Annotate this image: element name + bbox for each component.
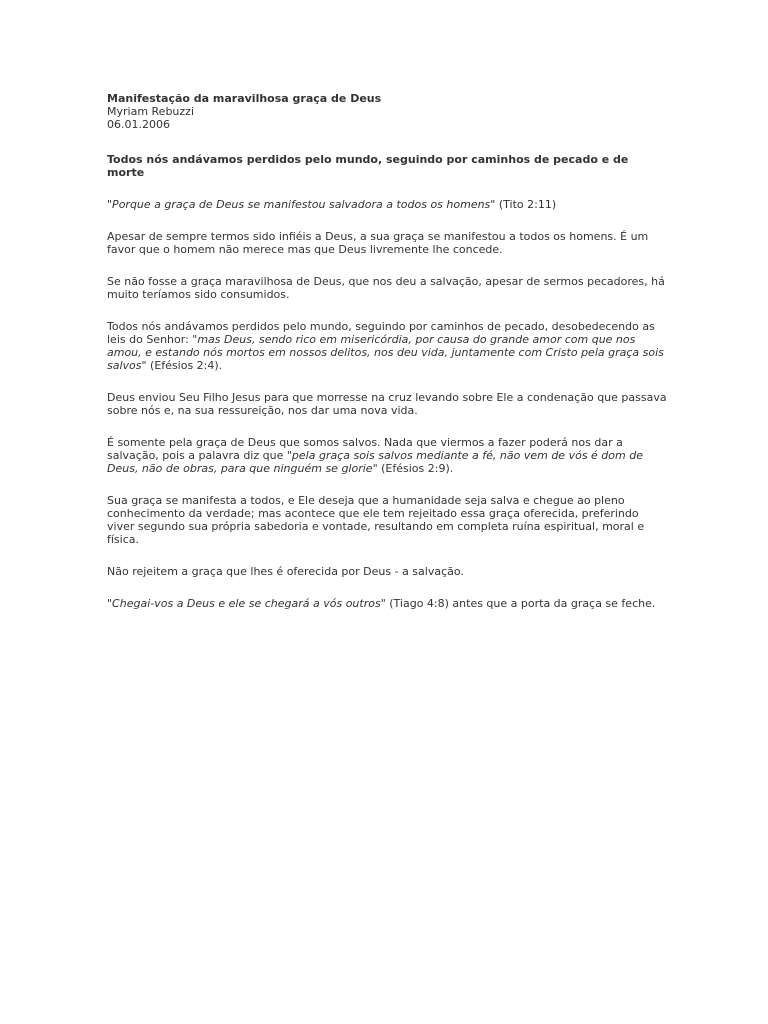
paragraph-8: Não rejeitem a graça que lhes é oferecida por Deus - a salvação. xyxy=(107,565,464,578)
scripture-reference: (Tiago 4:8) antes que a porta da graça se feche. xyxy=(385,597,656,610)
paragraph-5: Deus enviou Seu Filho Jesus para que morresse na cruz levando sobre Ele a condenação que passava sobre nós e, na sua ressureição, nos dar uma nova vida. xyxy=(107,391,667,417)
author-name: Myriam Rebuzzi xyxy=(107,105,195,118)
scripture-reference: (Tito 2:11) xyxy=(495,198,557,211)
paragraph-6 xyxy=(107,436,667,475)
scripture-quote: "mas Deus, sendo rico em misericórdia, por causa do grande amor com que nos amou, e estando nós mortos em nossos delitos, nos deu vida, juntamente com Cristo pela graça sois salvos" xyxy=(107,333,664,372)
document-title: Manifestação da maravilhosa graça de Deus xyxy=(107,92,382,105)
paragraph-7: Sua graça se manifesta a todos, e Ele deseja que a humanidade seja salva e chegue ao pleno conhecimento da verdade; mas acontece que ele tem rejeitado essa graça oferecida, preferindo viver segundo sua própria sabedoria e vontade, resultando em completa ruína espiritual, moral e física. xyxy=(107,494,645,546)
paragraph-1 xyxy=(107,198,667,211)
scripture-quote: "Porque a graça de Deus se manifestou salvadora a todos os homens" xyxy=(107,198,496,211)
paragraph-9 xyxy=(107,597,667,610)
section-heading: Todos nós andávamos perdidos pelo mundo, seguindo por caminhos de pecado e de morte xyxy=(107,153,629,179)
scripture-quote: "Chegai-vos a Deus e ele se chegará a vós outros" xyxy=(107,597,386,610)
paragraph-lead-text: É somente pela graça de Deus que somos salvos. Nada que viermos a fazer poderá nos dar a salvação, pois a palavra diz que xyxy=(107,436,623,462)
paragraph-2: Apesar de sempre termos sido infiéis a Deus, a sua graça se manifestou a todos os homens. É um favor que o homem não merece mas que Deus livremente lhe concede. xyxy=(107,230,649,256)
scripture-reference: (Efésios 2:4). xyxy=(146,359,223,372)
paragraph-lead-text: Todos nós andávamos perdidos pelo mundo, seguindo por caminhos de pecado, desobedecendo as leis do Senhor: xyxy=(107,320,655,346)
document-date: 06.01.2006 xyxy=(107,118,170,131)
document-page xyxy=(107,92,667,610)
scripture-quote: "pela graça sois salvos mediante a fé, não vem de vós é dom de Deus, não de obras, para que ninguém se glorie" xyxy=(107,449,643,475)
paragraph-3: Se não fosse a graça maravilhosa de Deus, que nos deu a salvação, apesar de sermos pecadores, há muito teríamos sido consumidos. xyxy=(107,275,665,301)
scripture-reference: (Efésios 2:9). xyxy=(377,462,454,475)
paragraph-4 xyxy=(107,320,667,372)
